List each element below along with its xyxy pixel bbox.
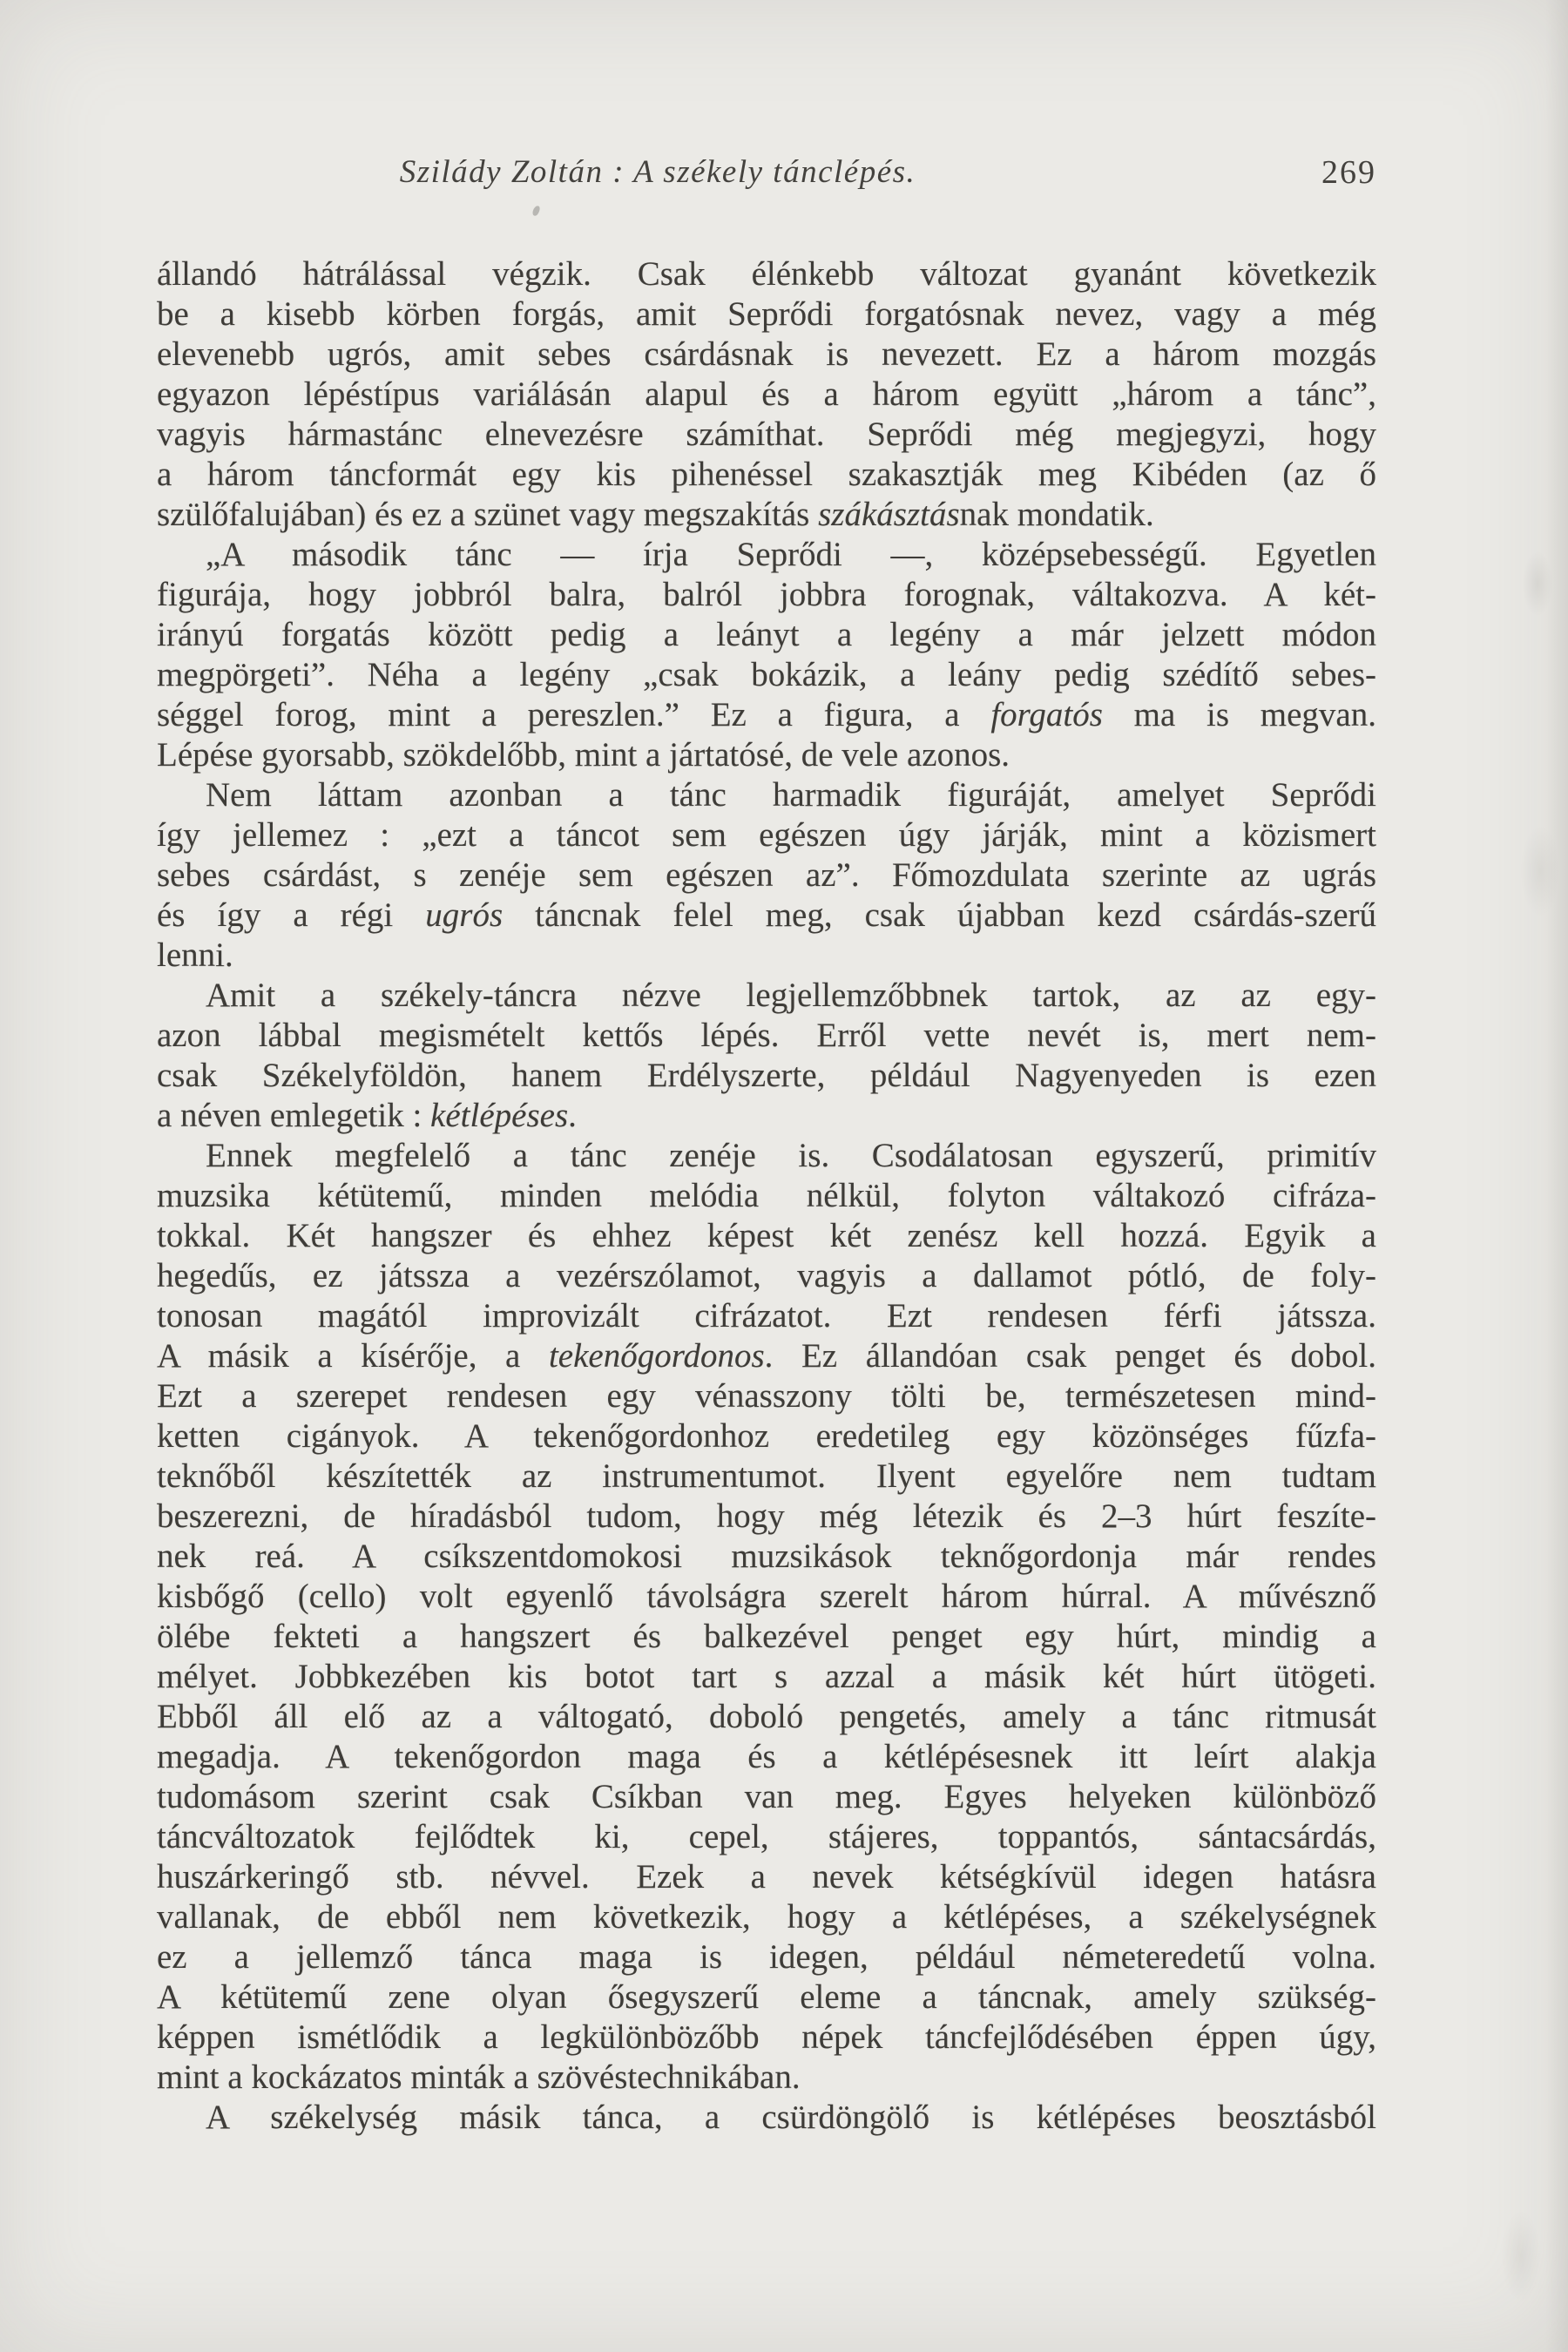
text-line: A kétütemű zene olyan ősegyszerű eleme a táncnak, amely szükség-: [157, 1978, 1376, 2016]
text-line: teknőből készítették az instrumentumot. Ilyent egyelőre nem tudtam: [157, 1457, 1376, 1495]
paragraph: [157, 976, 1376, 1136]
text-line: mélyet. Jobbkezében kis botot tart s azzal a másik két húrt ütögeti.: [157, 1658, 1376, 1695]
paragraph: [157, 775, 1376, 976]
text-line: vagyis hármastánc elnevezésre számíthat. Seprődi még megjegyzi, hogy: [157, 416, 1376, 453]
text-line: beszerezni, de híradásból tudom, hogy még létezik és 2–3 húrt feszíte-: [157, 1497, 1376, 1535]
paragraph: [157, 535, 1376, 775]
text-line: Amit a székely-táncra nézve legjellemzőbbnek tartok, az az egy-: [206, 977, 1376, 1014]
emphasized-term: szákásztás: [818, 496, 960, 533]
scan-speck: [531, 205, 540, 217]
emphasized-term: tekenőgordonos: [548, 1337, 765, 1375]
text-line: egyazon lépéstípus variálásán alapul és a három együtt „három a tánc”,: [157, 375, 1376, 413]
text-line: állandó hátrálással végzik. Csak élénkebb változat gyanánt következik: [157, 255, 1376, 293]
text-line: Nem láttam azonban a tánc harmadik figuráját, amelyet Seprődi: [206, 776, 1376, 814]
text-line: Ennek megfelelő a tánc zenéje is. Csodálatosan egyszerű, primitív: [206, 1137, 1376, 1174]
text-line: be a kisebb körben forgás, amit Seprődi forgatósnak nevez, vagy a még: [157, 295, 1376, 333]
text-line: képpen ismétlődik a legkülönbözőbb népek táncfejlődésében éppen úgy,: [157, 2018, 1376, 2056]
text-line: ez a jellemző tánca maga is idegen, például németeredetű volna.: [157, 1938, 1376, 1976]
text-line: A másik a kísérője, a tekenőgordonos. Ez állandóan csak penget és dobol.: [157, 1337, 1376, 1375]
scan-smudge: [1495, 2195, 1547, 2317]
running-title: Szilády Zoltán : A székely tánclépés.: [399, 154, 916, 190]
page-header: [157, 153, 1376, 197]
text-line: Ebből áll elő az a váltogató, doboló pengetés, amely a tánc ritmusát: [157, 1698, 1376, 1735]
text-line: figurája, hogy jobbról balra, balról jobbra forognak, váltakozva. A két-: [157, 576, 1376, 613]
paragraph: [157, 2098, 1376, 2138]
scan-smudge: [1514, 810, 1566, 932]
body-text: [157, 254, 1376, 2138]
emphasized-term: forgatós: [990, 696, 1103, 733]
text-line: táncváltozatok fejlődtek ki, cepel, stájeres, toppantós, sántacsárdás,: [157, 1818, 1376, 1855]
text-line: Ezt a szerepet rendesen egy vénasszony tölti be, természetesen mind-: [157, 1377, 1376, 1415]
text-line: szülőfalujában) és ez a szünet vagy megszakítás szákásztásnak mondatik.: [157, 496, 1154, 533]
text-line: Lépése gyorsabb, szökdelőbb, mint a jártatósé, de vele azonos.: [157, 736, 1010, 774]
text-line: ketten cigányok. A tekenőgordonhoz eredetileg egy közönséges fűzfa-: [157, 1417, 1376, 1455]
text-line: A székelység másik tánca, a csürdöngölő is kétlépéses beosztásból: [206, 2099, 1376, 2136]
text-line: tonosan magától improvizált cifrázatot. Ezt rendesen férfi játssza.: [157, 1297, 1376, 1335]
text-line: kisbőgő (cello) volt egyenlő távolságra szerelt három húrral. A művésznő: [157, 1578, 1376, 1615]
text-line: megadja. A tekenőgordon maga és a kétlépésesnek itt leírt alakja: [157, 1738, 1376, 1775]
text-line: huszárkeringő stb. névvel. Ezek a nevek kétségkívül idegen hatásra: [157, 1858, 1376, 1896]
text-line: a néven emlegetik : kétlépéses.: [157, 1097, 577, 1134]
paragraph: [157, 1136, 1376, 2098]
text-line: így jellemez : „ezt a táncot sem egészen úgy járják, mint a közismert: [157, 816, 1376, 854]
text-line: nek reá. A csíkszentdomokosi muzsikások teknőgordonja már rendes: [157, 1538, 1376, 1575]
text-line: a három táncformát egy kis pihenéssel szakasztják meg Kibéden (az ő: [157, 456, 1376, 493]
paragraph: [157, 254, 1376, 535]
text-line: séggel forog, mint a pereszlen.” Ez a figura, a forgatós ma is megvan.: [157, 696, 1376, 733]
text-line: ölébe fekteti a hangszert és balkezével penget egy húrt, mindig a: [157, 1618, 1376, 1655]
text-line: lenni.: [157, 936, 233, 974]
text-line: hegedűs, ez játssza a vezérszólamot, vagyis a dallamot pótló, de foly-: [157, 1257, 1376, 1294]
text-line: sebes csárdást, s zenéje sem egészen az”. Főmozdulata szerinte az ugrás: [157, 856, 1376, 894]
text-line: megpörgeti”. Néha a legény „csak bokázik, a leány pedig szédítő sebes-: [157, 656, 1376, 693]
text-line: vallanak, de ebből nem következik, hogy a kétlépéses, a székelységnek: [157, 1898, 1376, 1936]
text-line: tudomásom szerint csak Csíkban van meg. Egyes helyeken különböző: [157, 1778, 1376, 1815]
text-line: mint a kockázatos minták a szövéstechnikában.: [157, 2058, 801, 2096]
text-line: muzsika kétütemű, minden melódia nélkül, folyton váltakozó cifráza-: [157, 1177, 1376, 1214]
text-line: elevenebb ugrós, amit sebes csárdásnak is nevezett. Ez a három mozgás: [157, 335, 1376, 373]
text-line: tokkal. Két hangszer és ehhez képest két zenész kell hozzá. Egyik a: [157, 1217, 1376, 1254]
page-number: 269: [1321, 154, 1376, 191]
scan-smudge: [1517, 540, 1558, 627]
text-line: irányú forgatás között pedig a leányt a legény a már jelzett módon: [157, 616, 1376, 653]
emphasized-term: kétlépéses: [430, 1097, 569, 1134]
scan-edge-shadow: [1545, 0, 1568, 2352]
text-line: és így a régi ugrós táncnak felel meg, csak újabban kezd csárdás-szerű: [157, 896, 1377, 934]
text-line: csak Székelyföldön, hanem Erdélyszerte, például Nagyenyeden is ezen: [157, 1057, 1376, 1094]
scan-corner-shadow: [0, 0, 139, 87]
emphasized-term: ugrós: [425, 896, 504, 934]
text-line: „A második tánc — írja Seprődi —, középsebességű. Egyetlen: [206, 536, 1376, 573]
text-line: azon lábbal megismételt kettős lépés. Erről vette nevét is, mert nem-: [157, 1017, 1376, 1054]
